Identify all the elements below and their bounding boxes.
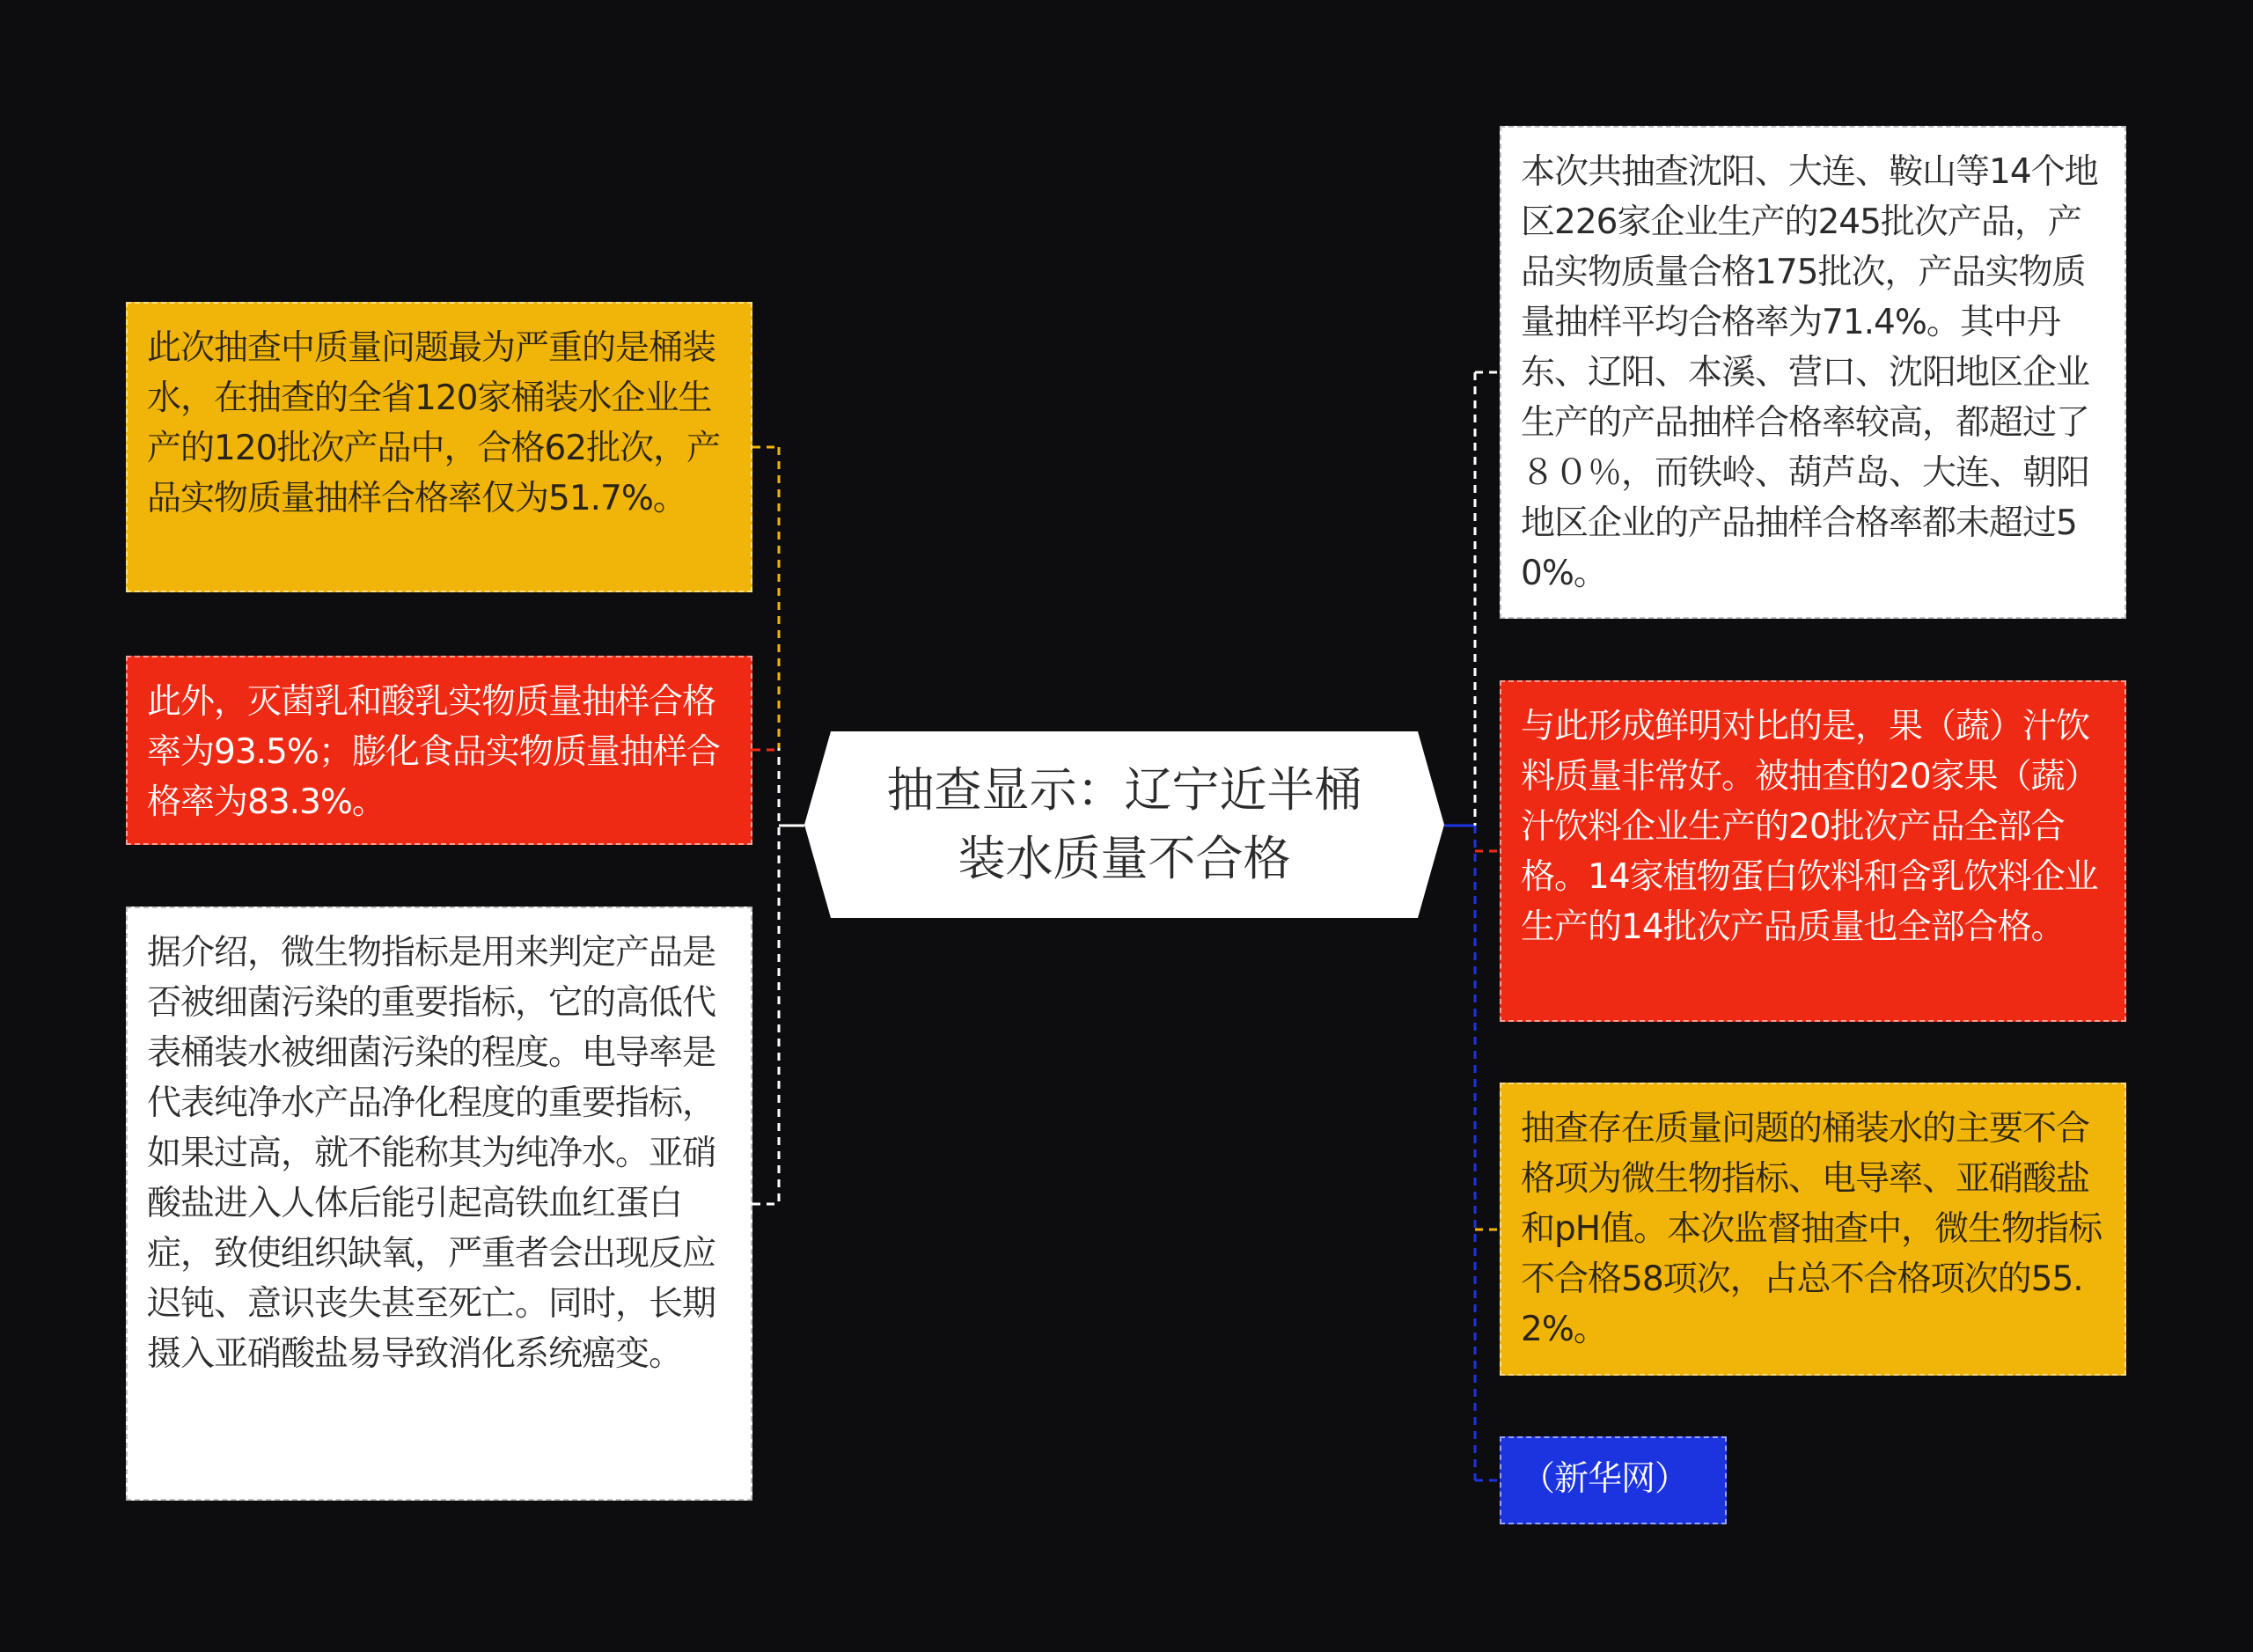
central-topic[interactable]: 抽查显示：辽宁近半桶装水质量不合格 xyxy=(886,762,1362,886)
branch-node-source[interactable]: （新华网） xyxy=(1500,1436,1727,1524)
branch-node-water-quality[interactable]: 此次抽查中质量问题最为严重的是桶装水，在抽查的全省120家桶装水企业生产的120批次产品中，合格62批次，产品实物质量抽样合格率仅为51.7%。 xyxy=(126,302,752,592)
branch-node-juice-quality[interactable]: 与此形成鲜明对比的是，果（蔬）汁饮料质量非常好。被抽查的20家果（蔬）汁饮料企业生产的20批次产品全部合格。14家植物蛋白饮料和含乳饮料企业生产的14批次产品质量也全部合格。 xyxy=(1500,680,2126,1022)
branch-node-dairy-rate[interactable]: 此外，灭菌乳和酸乳实物质量抽样合格率为93.5%；膨化食品实物质量抽样合格率为83.3%。 xyxy=(126,656,752,845)
branch-node-failure-items[interactable]: 抽查存在质量问题的桶装水的主要不合格项为微生物指标、电导率、亚硝酸盐和pH值。本次监督抽查中，微生物指标不合格58项次，占总不合格项次的55.2%。 xyxy=(1500,1083,2126,1376)
branch-node-overview[interactable]: 本次共抽查沈阳、大连、鞍山等14个地区226家企业生产的245批次产品，产品实物质量合格175批次，产品实物质量抽样平均合格率为71.4%。其中丹东、辽阳、本溪、营口、沈阳地区企业生产的产品抽样合格率较高，都超过了８０％，而铁岭、葫芦岛、大连、朝阳地区企业的产品抽样合格率都未超过50%。 xyxy=(1500,126,2126,619)
branch-node-indicators[interactable]: 据介绍，微生物指标是用来判定产品是否被细菌污染的重要指标，它的高低代表桶装水被细菌污染的程度。电导率是代表纯净水产品净化程度的重要指标，如果过高，就不能称其为纯净水。亚硝酸盐进入人体后能引起高铁血红蛋白症，致使组织缺氧，严重者会出现反应迟钝、意识丧失甚至死亡。同时，长期摄入亚硝酸盐易导致消化系统癌变。 xyxy=(126,907,752,1501)
